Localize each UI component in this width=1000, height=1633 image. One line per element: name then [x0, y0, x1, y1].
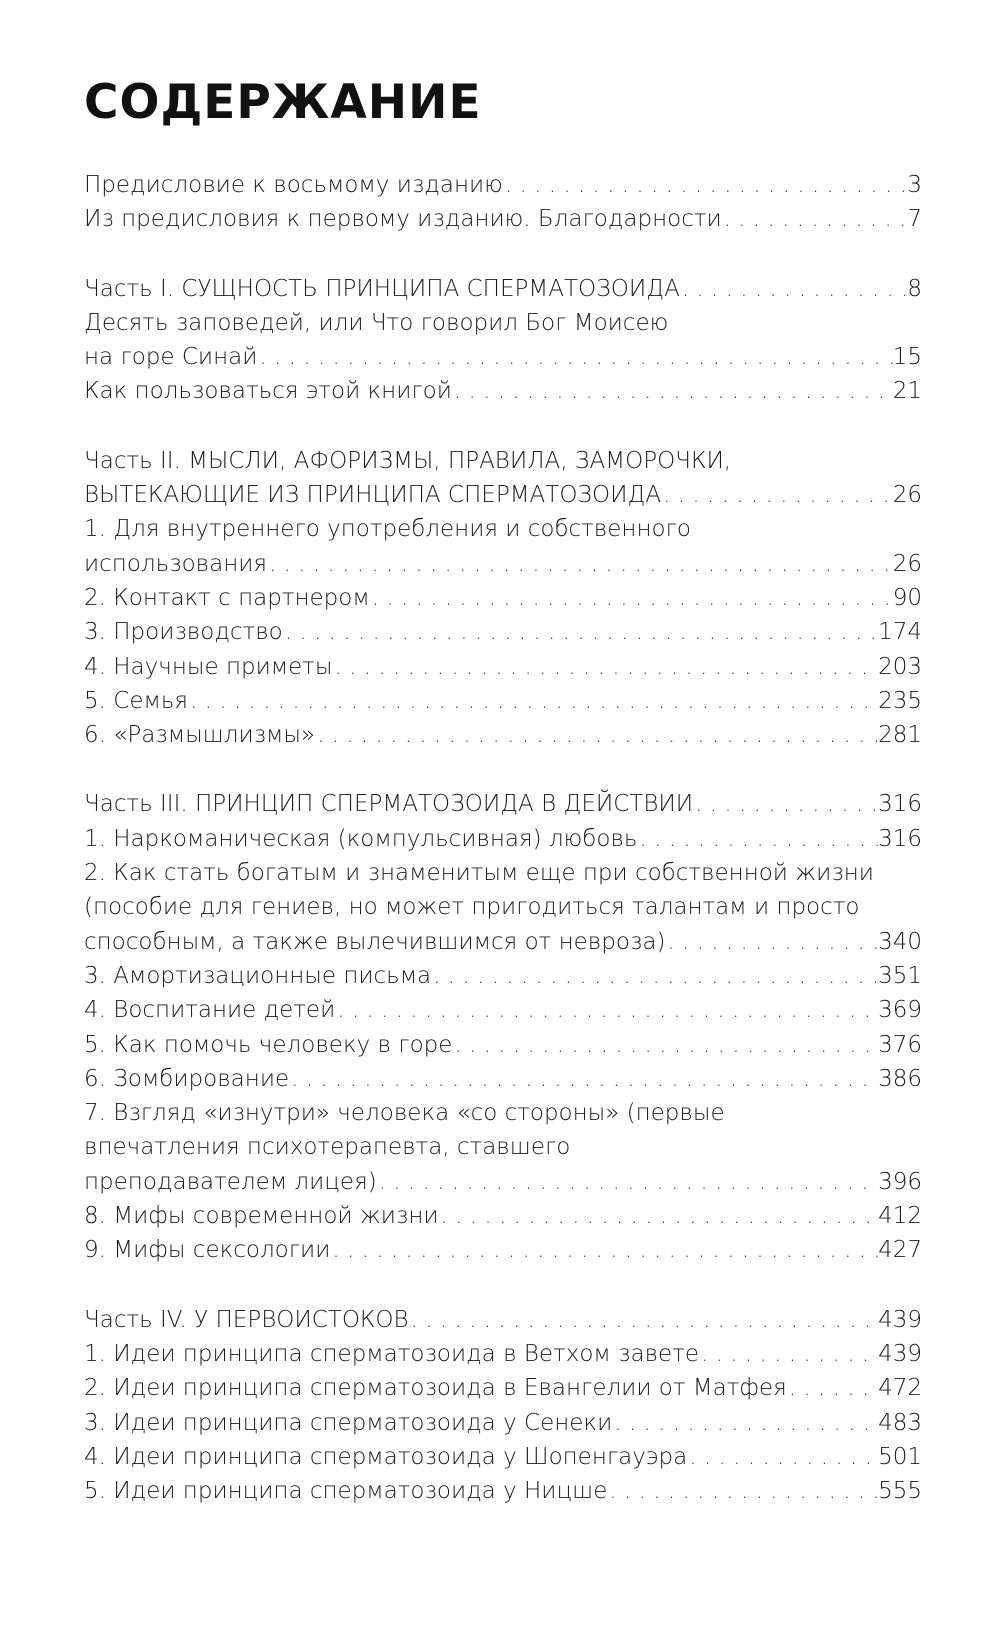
page-number: 26 [892, 550, 922, 577]
page-number: 340 [878, 928, 922, 955]
toc-entry[interactable] [84, 856, 922, 959]
toc-entry[interactable] [84, 615, 922, 649]
page-number: 235 [878, 687, 922, 714]
dot-leader [188, 684, 878, 718]
page-number: 472 [878, 1375, 922, 1402]
page-number: 351 [878, 962, 922, 989]
toc-entry-title: 1. Идеи принципа сперматозоида в Ветхом завете [84, 1340, 699, 1367]
toc-entry-title: Как пользоваться этой книгой [84, 378, 452, 405]
page-number: 15 [892, 344, 922, 371]
toc-entry[interactable] [84, 168, 922, 202]
page-number: 90 [892, 584, 922, 611]
page-number: 369 [878, 997, 922, 1024]
toc-entry-title: ВЫТЕКАЮЩИЕ ИЗ ПРИНЦИПА СПЕРМАТОЗОИДА [84, 482, 662, 509]
toc-entry-title: 2. Идеи принципа сперматозоида в Евангелии от Матфея [84, 1375, 787, 1402]
toc-entry-title-line: (пособие для гениев, но может пригодиться талантам и просто [84, 894, 860, 921]
toc-entry-line [84, 272, 922, 306]
dot-leader [315, 718, 878, 752]
dot-leader [503, 168, 908, 202]
page-number: 316 [878, 825, 922, 852]
dot-leader [370, 581, 893, 615]
toc-entry-line [84, 1165, 922, 1199]
dot-leader [431, 959, 878, 993]
toc-entry-title: Часть IV. У ПЕРВОИСТОКОВ [84, 1306, 409, 1333]
toc-entry-title: 1. Наркоманическая (компульсивная) любовь [84, 825, 638, 852]
dot-leader [637, 822, 878, 856]
toc-entry[interactable] [84, 581, 922, 615]
page-number: 483 [878, 1409, 922, 1436]
toc-entry-title: 6. Зомбирование [84, 1065, 290, 1092]
toc-entry-title-line: 7. Взгляд «изнутри» человека «со стороны» (первые [84, 1100, 725, 1127]
toc-entry-title: 3. Производство [84, 619, 283, 646]
dot-leader [699, 1337, 878, 1371]
toc-entry-line [84, 993, 922, 1027]
table-of-contents [84, 168, 922, 1508]
toc-entry-line [84, 822, 922, 856]
dot-leader [332, 650, 878, 684]
toc-entry-line [84, 650, 922, 684]
toc-entry-title-line: впечатления психотерапевта, ставшего [84, 1134, 571, 1161]
toc-entry[interactable] [84, 959, 922, 993]
dot-leader [267, 547, 893, 581]
dot-leader [612, 1406, 878, 1440]
toc-entry-title: способным, а также вылечившимся от невроза) [84, 928, 666, 955]
page-number: 174 [878, 619, 922, 646]
page-number: 439 [878, 1306, 922, 1333]
toc-entry[interactable] [84, 1371, 922, 1405]
toc-entry-title-line: 2. Как стать богатым и знаменитым еще при собственной жизни [84, 860, 874, 887]
page-number: 501 [878, 1443, 922, 1470]
dot-leader [289, 1062, 878, 1096]
toc-entry-line [84, 1233, 922, 1267]
toc-entry[interactable] [84, 1233, 922, 1267]
toc-entry-line [84, 1406, 922, 1440]
toc-entry-line [84, 1303, 922, 1337]
toc-entry-line [84, 718, 922, 752]
toc-entry-title: на горе Синай [84, 344, 258, 371]
dot-leader [439, 1199, 879, 1233]
toc-entry-title: 6. «Размышлизмы» [84, 722, 316, 749]
page-number: 555 [878, 1478, 922, 1505]
toc-entry-title: 5. Как помочь человеку в горе [84, 1031, 453, 1058]
toc-entry[interactable] [84, 1440, 922, 1474]
toc-section [84, 787, 922, 1267]
page-number: 3 [907, 172, 922, 198]
dot-leader [283, 615, 878, 649]
page-number: 412 [878, 1203, 922, 1230]
toc-entry-line [84, 168, 922, 202]
dot-leader [607, 1474, 878, 1508]
page-number: 316 [878, 791, 922, 818]
toc-entry-title: Часть III. ПРИНЦИП СПЕРМАТОЗОИДА В ДЕЙСТВИИ [84, 791, 694, 818]
toc-entry-line [84, 1028, 922, 1062]
page-number: 26 [892, 482, 922, 509]
toc-entry-line [84, 925, 922, 959]
toc-entry-title: 3. Идеи принципа сперматозоида у Сенеки [84, 1409, 613, 1436]
toc-section [84, 444, 922, 753]
dot-leader [452, 1028, 878, 1062]
page-number: 21 [892, 378, 922, 405]
toc-entry[interactable] [84, 684, 922, 718]
dot-leader [335, 993, 878, 1027]
toc-entry[interactable] [84, 1028, 922, 1062]
toc-entry[interactable] [84, 650, 922, 684]
toc-section [84, 168, 922, 237]
toc-section [84, 1303, 922, 1509]
toc-entry[interactable] [84, 512, 922, 581]
dot-leader [409, 1303, 878, 1337]
dot-leader [687, 1440, 878, 1474]
dot-leader [330, 1233, 878, 1267]
toc-entry[interactable] [84, 718, 922, 752]
toc-entry-title: 4. Научные приметы [84, 653, 333, 680]
dot-leader [787, 1371, 878, 1405]
dot-leader [377, 1165, 878, 1199]
page-number: 386 [878, 1065, 922, 1092]
toc-entry-line [84, 581, 922, 615]
dot-leader [661, 478, 893, 512]
toc-entry-title: Из предисловия к первому изданию. Благодарности [84, 206, 722, 233]
page-number: 439 [878, 1340, 922, 1367]
toc-entry[interactable] [84, 1406, 922, 1440]
toc-entry-title: 9. Мифы сексологии [84, 1237, 331, 1264]
toc-entry[interactable] [84, 444, 922, 513]
toc-entry-line [84, 1474, 922, 1508]
toc-entry[interactable] [84, 787, 922, 821]
dot-leader [452, 374, 893, 408]
toc-entry[interactable] [84, 1474, 922, 1508]
toc-entry-line [84, 374, 922, 408]
toc-entry-title: 5. Семья [84, 687, 188, 714]
toc-entry-line [84, 1371, 922, 1405]
page-number: 396 [878, 1168, 922, 1195]
toc-entry-title: 8. Мифы современной жизни [84, 1203, 439, 1230]
toc-entry-line [84, 202, 922, 236]
toc-entry-line [84, 787, 922, 821]
page-number: 7 [907, 206, 922, 233]
toc-entry[interactable] [84, 272, 922, 306]
toc-entry-title: 3. Амортизационные письма [84, 962, 432, 989]
page-number: 203 [878, 653, 922, 680]
toc-entry[interactable] [84, 1199, 922, 1233]
toc-entry-title: преподавателем лицея) [84, 1168, 377, 1195]
dot-leader [665, 925, 878, 959]
toc-entry-title-line: Десять заповедей, или Что говорил Бог Моисею [84, 309, 669, 336]
toc-entry[interactable] [84, 1337, 922, 1371]
page-number: 427 [878, 1237, 922, 1264]
page-number: 281 [878, 722, 922, 749]
dot-leader [680, 272, 908, 306]
toc-entry-title: 4. Идеи принципа сперматозоида у Шопенгауэра [84, 1443, 688, 1470]
toc-section [84, 272, 922, 409]
toc-entry-title: использования [84, 550, 268, 577]
toc-entry[interactable] [84, 1096, 922, 1199]
toc-entry[interactable] [84, 202, 922, 236]
toc-entry-line [84, 478, 922, 512]
toc-entry-title: Часть I. СУЩНОСТЬ ПРИНЦИПА СПЕРМАТОЗОИДА [84, 275, 680, 302]
toc-entry-title-line: 1. Для внутреннего употребления и собственного [84, 516, 691, 543]
toc-entry-line [84, 1199, 922, 1233]
toc-entry-line [84, 547, 922, 581]
page-title: СОДЕРЖАНИЕ [84, 75, 482, 130]
toc-entry-line [84, 959, 922, 993]
toc-entry[interactable] [84, 1062, 922, 1096]
toc-entry[interactable] [84, 306, 922, 375]
toc-entry-title-line: Часть II. МЫСЛИ, АФОРИЗМЫ, ПРАВИЛА, ЗАМОРОЧКИ, [84, 447, 732, 474]
toc-entry-line [84, 1440, 922, 1474]
toc-entry-line [84, 684, 922, 718]
toc-entry-line [84, 1337, 922, 1371]
toc-entry[interactable] [84, 374, 922, 408]
page-number: 376 [878, 1031, 922, 1058]
toc-entry-title: 5. Идеи принципа сперматозоида у Ницше [84, 1478, 608, 1505]
toc-entry-line [84, 340, 922, 374]
toc-entry-title: 4. Воспитание детей [84, 997, 336, 1024]
toc-entry[interactable] [84, 1303, 922, 1337]
toc-entry[interactable] [84, 993, 922, 1027]
toc-entry-title: Предисловие к восьмому изданию [84, 172, 503, 198]
dot-leader [722, 202, 908, 236]
dot-leader [693, 787, 878, 821]
dot-leader [257, 340, 892, 374]
toc-entry-line [84, 1062, 922, 1096]
page-number: 8 [907, 275, 922, 302]
toc-entry-line [84, 615, 922, 649]
toc-entry-title: 2. Контакт с партнером [84, 584, 370, 611]
toc-entry[interactable] [84, 822, 922, 856]
